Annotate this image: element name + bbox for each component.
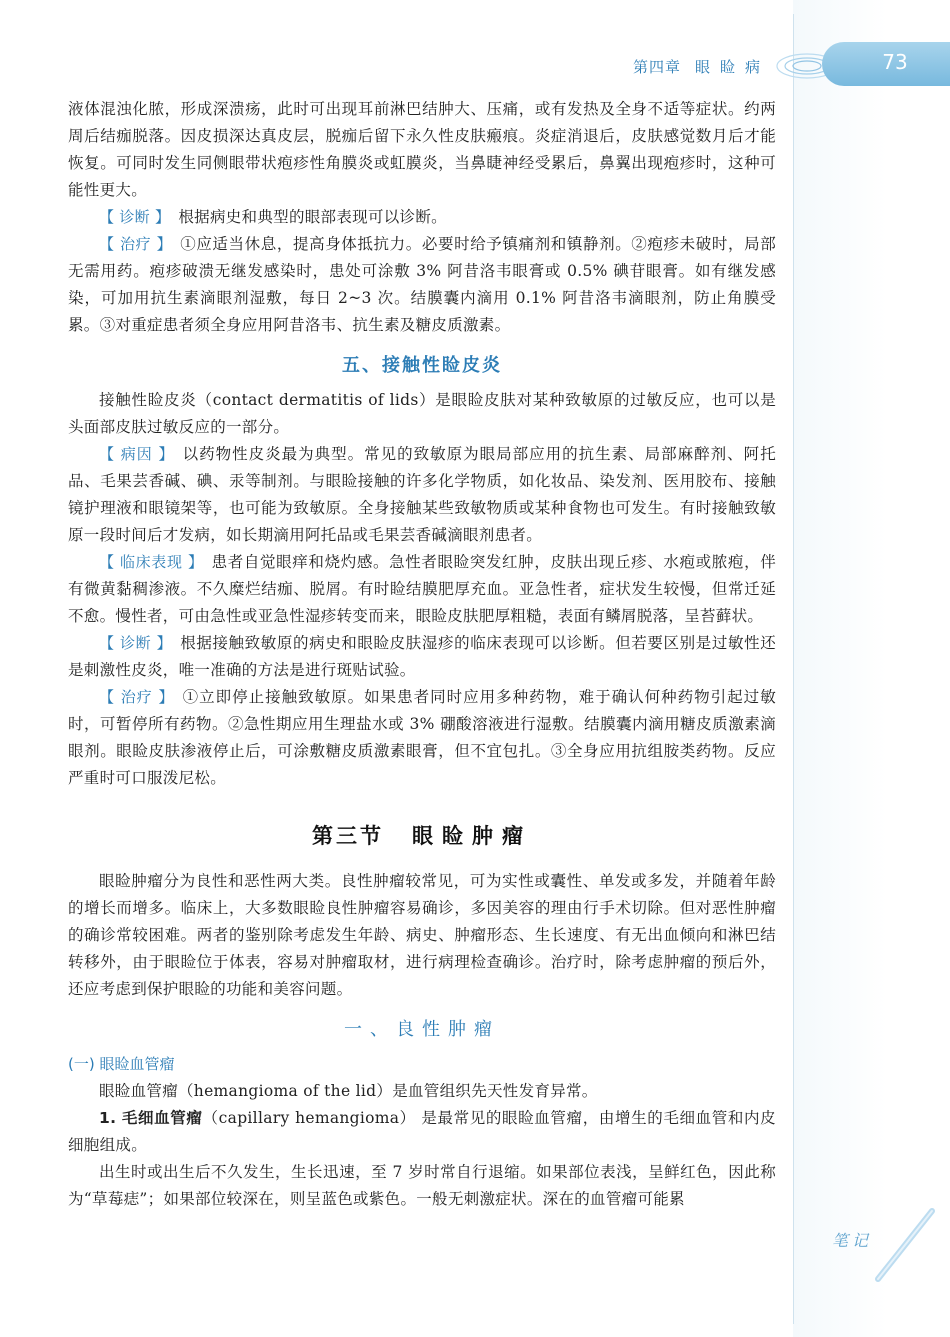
section-title: 眼睑肿瘤 — [412, 824, 532, 848]
contact-intro-paragraph: 接触性睑皮炎（contact dermatitis of lids）是眼睑皮肤对某种致敏原的过敏反应，也可以是头面部皮肤过敏反应的一部分。 — [68, 391, 776, 436]
tumor-intro-paragraph: 眼睑肿瘤分为良性和恶性两大类。良性肿瘤较常见，可为实性或囊性、单发或多发，并随着年龄的增长而增多。临床上，大多数眼睑良性肿瘤容易确诊，多因美容的理由行手术切除。但对恶性肿瘤的确诊常较困难。两者的鉴别除考虑发生年龄、病史、肿瘤形态、生长速度、有无出血倾向和淋巴结转移外，由于眼睑位于体表，容易对肿瘤取材，进行病理检查确诊。治疗时，除考虑肿瘤的预后外，还应考虑到保护眼睑的功能和美容问题。 — [68, 872, 776, 998]
herpes-diagnosis-paragraph — [68, 204, 776, 231]
contact-clinical-text: 患者自觉眼痒和烧灼感。急性者眼睑突发红肿，皮肤出现丘疹、水疱或脓疱，伴有微黄黏稠渗液。不久糜烂结痂、脱屑。有时睑结膜肥厚充血。亚急性者，症状发生较慢，但常迁延不愈。慢性者，可由急性或亚急性湿疹转变而来，眼睑皮肤肥厚粗糙，表面有鳞屑脱落，呈苔藓状。 — [68, 553, 776, 625]
hemangioma-course-paragraph: 出生时或出生后不久发生，生长迅速，至 7 岁时常自行退缩。如果部位表浅，呈鲜红色，因此称为“草莓痣”；如果部位较深在，则呈蓝色或紫色。一般无刺激症状。深在的血管瘤可能累 — [68, 1163, 776, 1208]
item-name: 毛细血管瘤 — [121, 1109, 203, 1127]
notes-label: 笔记 — [832, 1231, 873, 1250]
contact-dermatitis-heading: 五、接触性睑皮炎 — [342, 355, 502, 376]
contact-treatment-paragraph — [68, 684, 776, 792]
item-text: （capillary hemangioma） 是最常见的眼睑血管瘤，由增生的毛细血管和内皮细胞组成。 — [68, 1109, 776, 1154]
item-number: 1. — [99, 1109, 117, 1127]
hemangioma-subheading: (一) 眼睑血管瘤 — [68, 1055, 175, 1073]
capillary-hemangioma-paragraph — [68, 1105, 776, 1159]
treatment-tag: 【 治疗 】 — [99, 235, 173, 253]
etiology-tag: 【 病因 】 — [99, 445, 175, 463]
margin-strip — [793, 0, 950, 1337]
page-number: 73 — [882, 50, 908, 74]
clinical-tag: 【 临床表现 】 — [99, 553, 204, 571]
contact-diagnosis-paragraph — [68, 630, 776, 684]
section-heading — [68, 820, 776, 850]
contact-clinical-paragraph — [68, 549, 776, 630]
hemangioma-definition: 眼睑血管瘤（hemangioma of the lid）是血管组织先天性发育异常。 — [99, 1082, 598, 1100]
header-chapter: 第四章 — [632, 58, 681, 76]
header-title: 眼睑病 — [694, 58, 770, 76]
herpes-diagnosis-text: 根据病史和典型的眼部表现可以诊断。 — [178, 208, 447, 226]
contact-diagnosis-text: 根据接触致敏原的病史和眼睑皮肤湿疹的临床表现可以诊断。但若要区别是过敏性还是刺激性皮炎，唯一准确的方法是进行斑贴试验。 — [68, 634, 776, 679]
diagnosis-tag: 【 诊断 】 — [99, 208, 171, 226]
running-header — [540, 56, 770, 77]
margin-rule — [793, 14, 794, 1324]
benign-tumor-heading: 一、良性肿瘤 — [344, 1019, 500, 1040]
contact-etiology-paragraph — [68, 441, 776, 549]
herpes-continued-paragraph: 液体混浊化脓，形成深溃疡，此时可出现耳前淋巴结肿大、压痛，或有发热及全身不适等症状。约两周后结痂脱落。因皮损深达真皮层，脱痂后留下永久性皮肤瘢痕。炎症消退后，皮肤感觉数月后才能恢复。可同时发生同侧眼带状疱疹性角膜炎或虹膜炎，当鼻睫神经受累后，鼻翼出现疱疹时，这种可能性更大。 — [68, 100, 776, 199]
section-number: 第三节 — [312, 824, 384, 848]
pen-icon — [870, 1205, 940, 1285]
contact-treatment-text: ①立即停止接触致敏原。如果患者同时应用多种药物，难于确认何种药物引起过敏时，可暂停所有药物。②急性期应用生理盐水或 3% 硼酸溶液进行湿敷。结膜囊内滴用糖皮质激素滴眼剂。眼睑皮肤渗液停止后，可涂敷糖皮质激素眼膏，但不宜包扎。③全身应用抗组胺类药物。反应严重时可口服泼尼松。 — [68, 688, 776, 787]
page-body — [68, 96, 776, 1213]
diagnosis-tag: 【 诊断 】 — [99, 634, 173, 652]
treatment-tag: 【 治疗 】 — [99, 688, 175, 706]
herpes-treatment-paragraph — [68, 231, 776, 339]
herpes-treatment-text: ①应适当休息，提高身体抵抗力。必要时给予镇痛剂和镇静剂。②疱疹未破时，局部无需用药。疱疹破溃无继发感染时，患处可涂敷 3% 阿昔洛韦眼膏或 0.5% 碘苷眼膏。如有继发感染，可加用抗生素滴眼剂湿敷，每日 2~3 次。结膜囊内滴用 0.1% 阿昔洛韦滴眼剂，防止角膜受累。③对重症患者须全身应用阿昔洛韦、抗生素及糖皮质激素。 — [68, 235, 776, 334]
contact-etiology-text: 以药物性皮炎最为典型。常见的致敏原为眼局部应用的抗生素、局部麻醉剂、阿托品、毛果芸香碱、碘、汞等制剂。与眼睑接触的许多化学物质，如化妆品、染发剂、医用胶布、接触镜护理液和眼镜架等，也可能为致敏原。全身接触某些致敏物质或某种食物也可发生。有时接触致敏原一段时间后才发病，如长期滴用阿托品或毛果芸香碱滴眼剂患者。 — [68, 445, 776, 544]
